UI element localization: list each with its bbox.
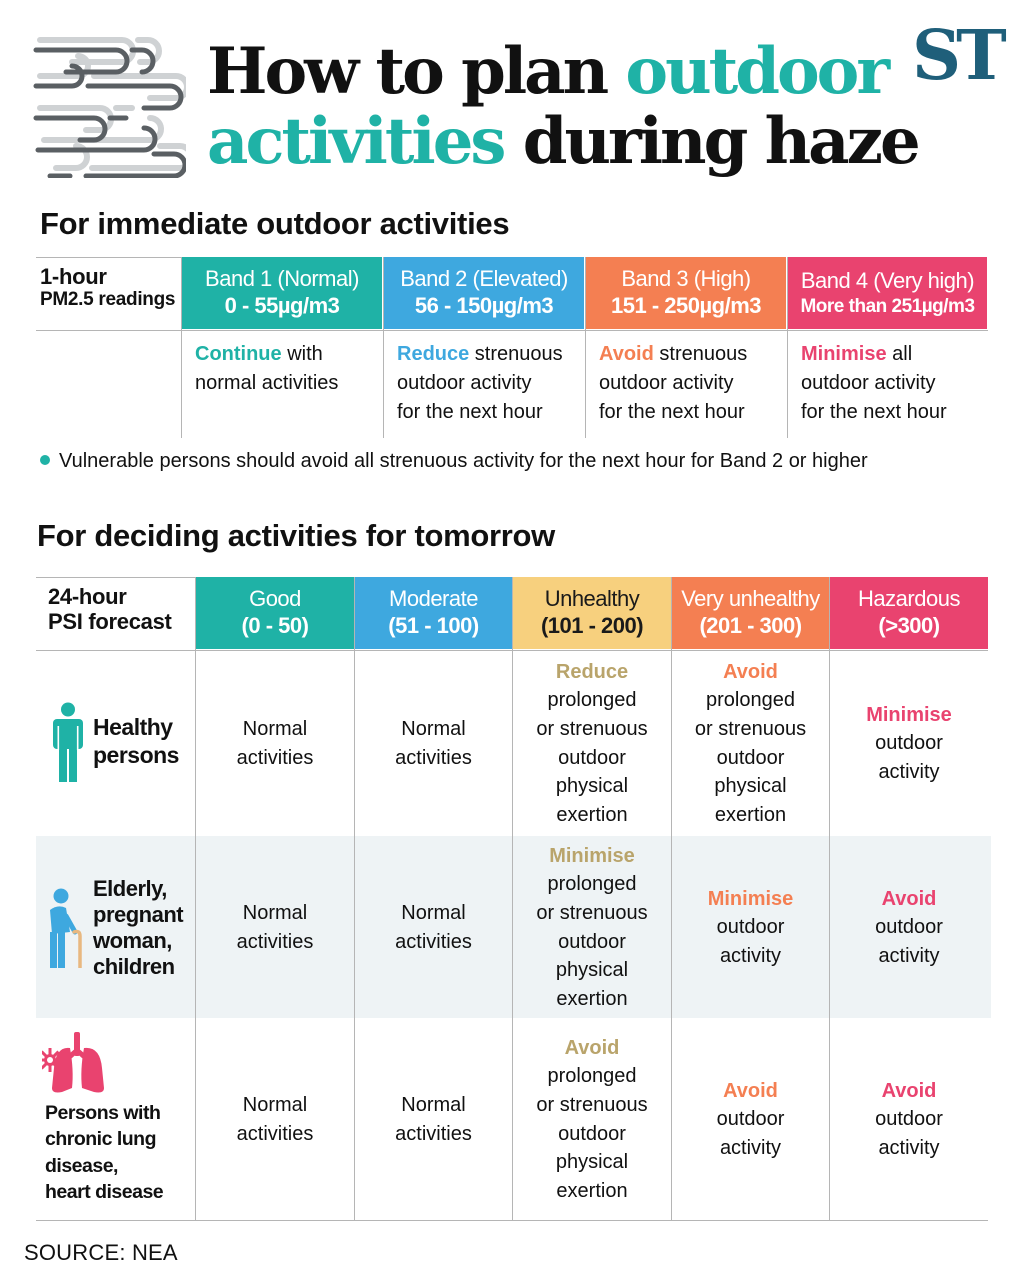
advice-line: outdoor	[875, 916, 943, 939]
psi-advice-cell	[830, 1019, 988, 1220]
top-border-line	[36, 577, 196, 578]
advice-line: outdoor	[716, 746, 785, 769]
advice-line: exertion	[556, 803, 628, 826]
advice-line: Normal	[242, 901, 308, 924]
advice-line: prolonged	[706, 689, 795, 712]
advice-line: outdoor	[875, 732, 943, 755]
psi-advice-cell	[355, 651, 512, 836]
psi-advice-cell	[672, 651, 829, 836]
advice-keyword: Minimise	[707, 887, 794, 910]
group-label-line: pregnant	[93, 902, 184, 928]
advice-line: outdoor	[558, 930, 626, 953]
psi-advice-cell	[355, 1019, 512, 1220]
psi-label-line-2: PSI forecast	[48, 609, 172, 635]
group-label-line: disease,	[45, 1154, 118, 1177]
section-heading-tomorrow: For deciding activities for tomorrow	[37, 518, 555, 553]
psi-column-4	[672, 577, 829, 649]
advice-line: activities	[236, 930, 314, 953]
advice-line: for the next hour	[397, 401, 543, 423]
advice-line: physical	[555, 775, 629, 798]
divider-line	[181, 257, 182, 438]
elderly-cane-icon	[44, 888, 84, 968]
pm25-band-4	[788, 257, 987, 329]
pm25-band-3	[586, 257, 786, 329]
advice-keyword: Minimise	[549, 844, 635, 867]
advice-keyword: Minimise	[866, 703, 952, 726]
advice-line: outdoor	[716, 1108, 785, 1131]
advice-line	[397, 340, 563, 369]
group-label-line: children	[93, 953, 175, 979]
psi-range: (101 - 200)	[540, 613, 644, 638]
psi-range: (51 - 100)	[388, 613, 479, 638]
advice-line: for the next hour	[599, 401, 745, 423]
group-label-line: Persons with	[45, 1102, 161, 1124]
psi-range: (>300)	[878, 613, 940, 638]
advice-line: physical	[555, 1151, 629, 1174]
psi-category-name: Very unhealthy	[681, 586, 820, 612]
psi-label-line-1: 24-hour	[48, 584, 127, 609]
pm25-advice-4	[801, 340, 947, 427]
pm25-advice-1	[195, 340, 338, 398]
advice-line: Normal	[401, 1093, 466, 1116]
psi-column-2	[355, 577, 512, 649]
pm25-row-label	[40, 264, 175, 311]
advice-line: activities	[395, 746, 472, 769]
advice-text: all	[886, 343, 913, 365]
divider-line	[36, 330, 988, 331]
bottom-border-line	[36, 1220, 988, 1221]
advice-line: activities	[236, 1122, 314, 1145]
group-label-chronic	[45, 1100, 163, 1205]
top-border-line	[36, 257, 182, 258]
advice-keyword: Avoid	[881, 1079, 937, 1102]
advice-line: prolonged	[547, 1065, 637, 1088]
advice-line: outdoor	[558, 746, 626, 769]
psi-advice-cell	[513, 651, 671, 836]
band-range: More than 251µg/m3	[800, 295, 975, 317]
advice-line: outdoor activity	[801, 372, 936, 394]
psi-category-name: Good	[249, 586, 301, 612]
psi-column-5	[830, 577, 988, 649]
pm25-advice-2	[397, 340, 563, 427]
person-icon	[52, 702, 84, 782]
advice-line: outdoor activity	[599, 372, 734, 394]
band-range: 56 - 150µg/m3	[414, 293, 554, 318]
group-label-line: heart disease	[45, 1180, 164, 1203]
psi-column-1	[196, 577, 354, 649]
psi-advice-cell	[513, 837, 671, 1018]
advice-line	[195, 340, 338, 369]
advice-line: outdoor	[716, 916, 785, 939]
advice-line: outdoor	[558, 1122, 626, 1145]
advice-line: or strenuous	[536, 901, 648, 924]
advice-keyword: Reduce	[555, 660, 629, 683]
group-elderly	[44, 874, 183, 982]
advice-line: or strenuous	[694, 717, 807, 740]
advice-keyword: Continue	[195, 343, 282, 365]
band-range: 151 - 250µg/m3	[611, 293, 761, 318]
group-label-line: chronic lung	[45, 1128, 156, 1151]
page-title-line-2	[207, 104, 918, 179]
psi-advice-cell	[196, 837, 354, 1018]
psi-advice-cell	[830, 837, 988, 1018]
advice-line: exertion	[714, 803, 787, 826]
title-text-plain-2: during haze	[522, 104, 918, 179]
advice-line: exertion	[556, 1179, 628, 1202]
advice-line: activity	[878, 1136, 940, 1159]
advice-keyword: Avoid	[723, 660, 778, 683]
psi-range: (0 - 50)	[241, 613, 309, 638]
psi-advice-cell	[830, 651, 988, 836]
advice-line	[801, 340, 947, 369]
band-name: Band 4 (Very high)	[800, 268, 975, 293]
advice-line: Normal	[242, 1093, 308, 1116]
st-logo: ST	[912, 16, 1002, 96]
psi-range: (201 - 300)	[699, 613, 802, 638]
advice-line: outdoor activity	[397, 372, 532, 394]
title-text-accent-2: activities	[207, 104, 504, 179]
advice-line: normal activities	[195, 372, 339, 394]
pm25-band-2	[384, 257, 584, 329]
divider-line	[383, 257, 384, 438]
source-credit: SOURCE: NEA	[24, 1240, 178, 1265]
advice-line: or strenuous	[536, 717, 648, 740]
advice-line: physical	[555, 959, 629, 982]
advice-line: for the next hour	[801, 401, 947, 423]
psi-advice-cell	[355, 837, 512, 1018]
divider-line	[585, 257, 586, 438]
psi-advice-cell	[672, 1019, 829, 1220]
title-text-plain-1: How to plan	[207, 34, 607, 109]
group-label-line: persons	[93, 742, 179, 768]
advice-keyword: Avoid	[599, 343, 654, 365]
advice-line: Normal	[242, 717, 308, 740]
pm25-label-line-2: PM2.5 readings	[40, 289, 176, 311]
group-label-elderly	[93, 876, 183, 980]
advice-keyword: Avoid	[723, 1079, 778, 1102]
advice-keyword: Reduce	[397, 343, 470, 365]
advice-line: Normal	[401, 901, 466, 924]
advice-keyword: Avoid	[564, 1036, 620, 1059]
advice-line: outdoor	[875, 1108, 943, 1131]
group-healthy-persons	[52, 702, 179, 782]
psi-row-label	[48, 584, 172, 635]
advice-line: or strenuous	[536, 1093, 648, 1116]
advice-line	[599, 340, 747, 369]
advice-keyword: Minimise	[801, 343, 887, 365]
group-label-line: woman,	[93, 928, 172, 953]
advice-line: activity	[719, 1136, 782, 1159]
pm25-label-line-1: 1-hour	[40, 264, 107, 289]
bullet-dot-icon	[40, 455, 50, 465]
advice-line: physical	[714, 775, 787, 798]
band-name: Band 1 (Normal)	[205, 266, 359, 292]
psi-category-name: Unhealthy	[544, 586, 640, 612]
band-name: Band 3 (High)	[621, 266, 751, 292]
psi-category-name: Moderate	[389, 586, 478, 612]
section-heading-immediate: For immediate outdoor activities	[40, 206, 510, 241]
advice-text: with	[281, 343, 323, 365]
divider-line	[787, 257, 788, 438]
vulnerable-note-text: Vulnerable persons should avoid all strenuous activity for the next hour for Band 2 or higher	[59, 450, 868, 472]
psi-category-name: Hazardous	[858, 586, 960, 612]
page-title-line-1	[207, 34, 888, 109]
haze-swirl-icon	[30, 28, 186, 178]
advice-keyword: Avoid	[881, 887, 937, 910]
group-label-line: Elderly,	[93, 876, 167, 902]
lungs-icon	[42, 1030, 112, 1096]
advice-line: activity	[878, 944, 940, 967]
group-label-healthy	[93, 714, 179, 769]
pm25-advice-3	[599, 340, 747, 427]
advice-line: activity	[878, 760, 940, 783]
advice-line: activity	[719, 944, 782, 967]
advice-line: activities	[395, 1122, 472, 1145]
band-range: 0 - 55µg/m3	[224, 293, 340, 318]
psi-column-3	[513, 577, 671, 649]
advice-line: exertion	[556, 987, 628, 1010]
advice-text: strenuous	[469, 343, 563, 365]
advice-line: activities	[236, 746, 314, 769]
advice-line: activities	[395, 930, 472, 953]
psi-advice-cell	[196, 1019, 354, 1220]
psi-advice-cell	[672, 837, 829, 1018]
advice-line: Normal	[401, 717, 466, 740]
advice-text: strenuous	[653, 343, 748, 365]
title-text-accent-1: outdoor	[625, 34, 888, 109]
advice-line: prolonged	[547, 689, 637, 712]
band-name: Band 2 (Elevated)	[400, 266, 568, 292]
psi-advice-cell	[196, 651, 354, 836]
vulnerable-note	[40, 447, 980, 475]
group-label-line: Healthy	[93, 714, 173, 741]
pm25-band-1	[182, 257, 382, 329]
psi-advice-cell	[513, 1019, 671, 1220]
advice-line: prolonged	[547, 873, 637, 896]
